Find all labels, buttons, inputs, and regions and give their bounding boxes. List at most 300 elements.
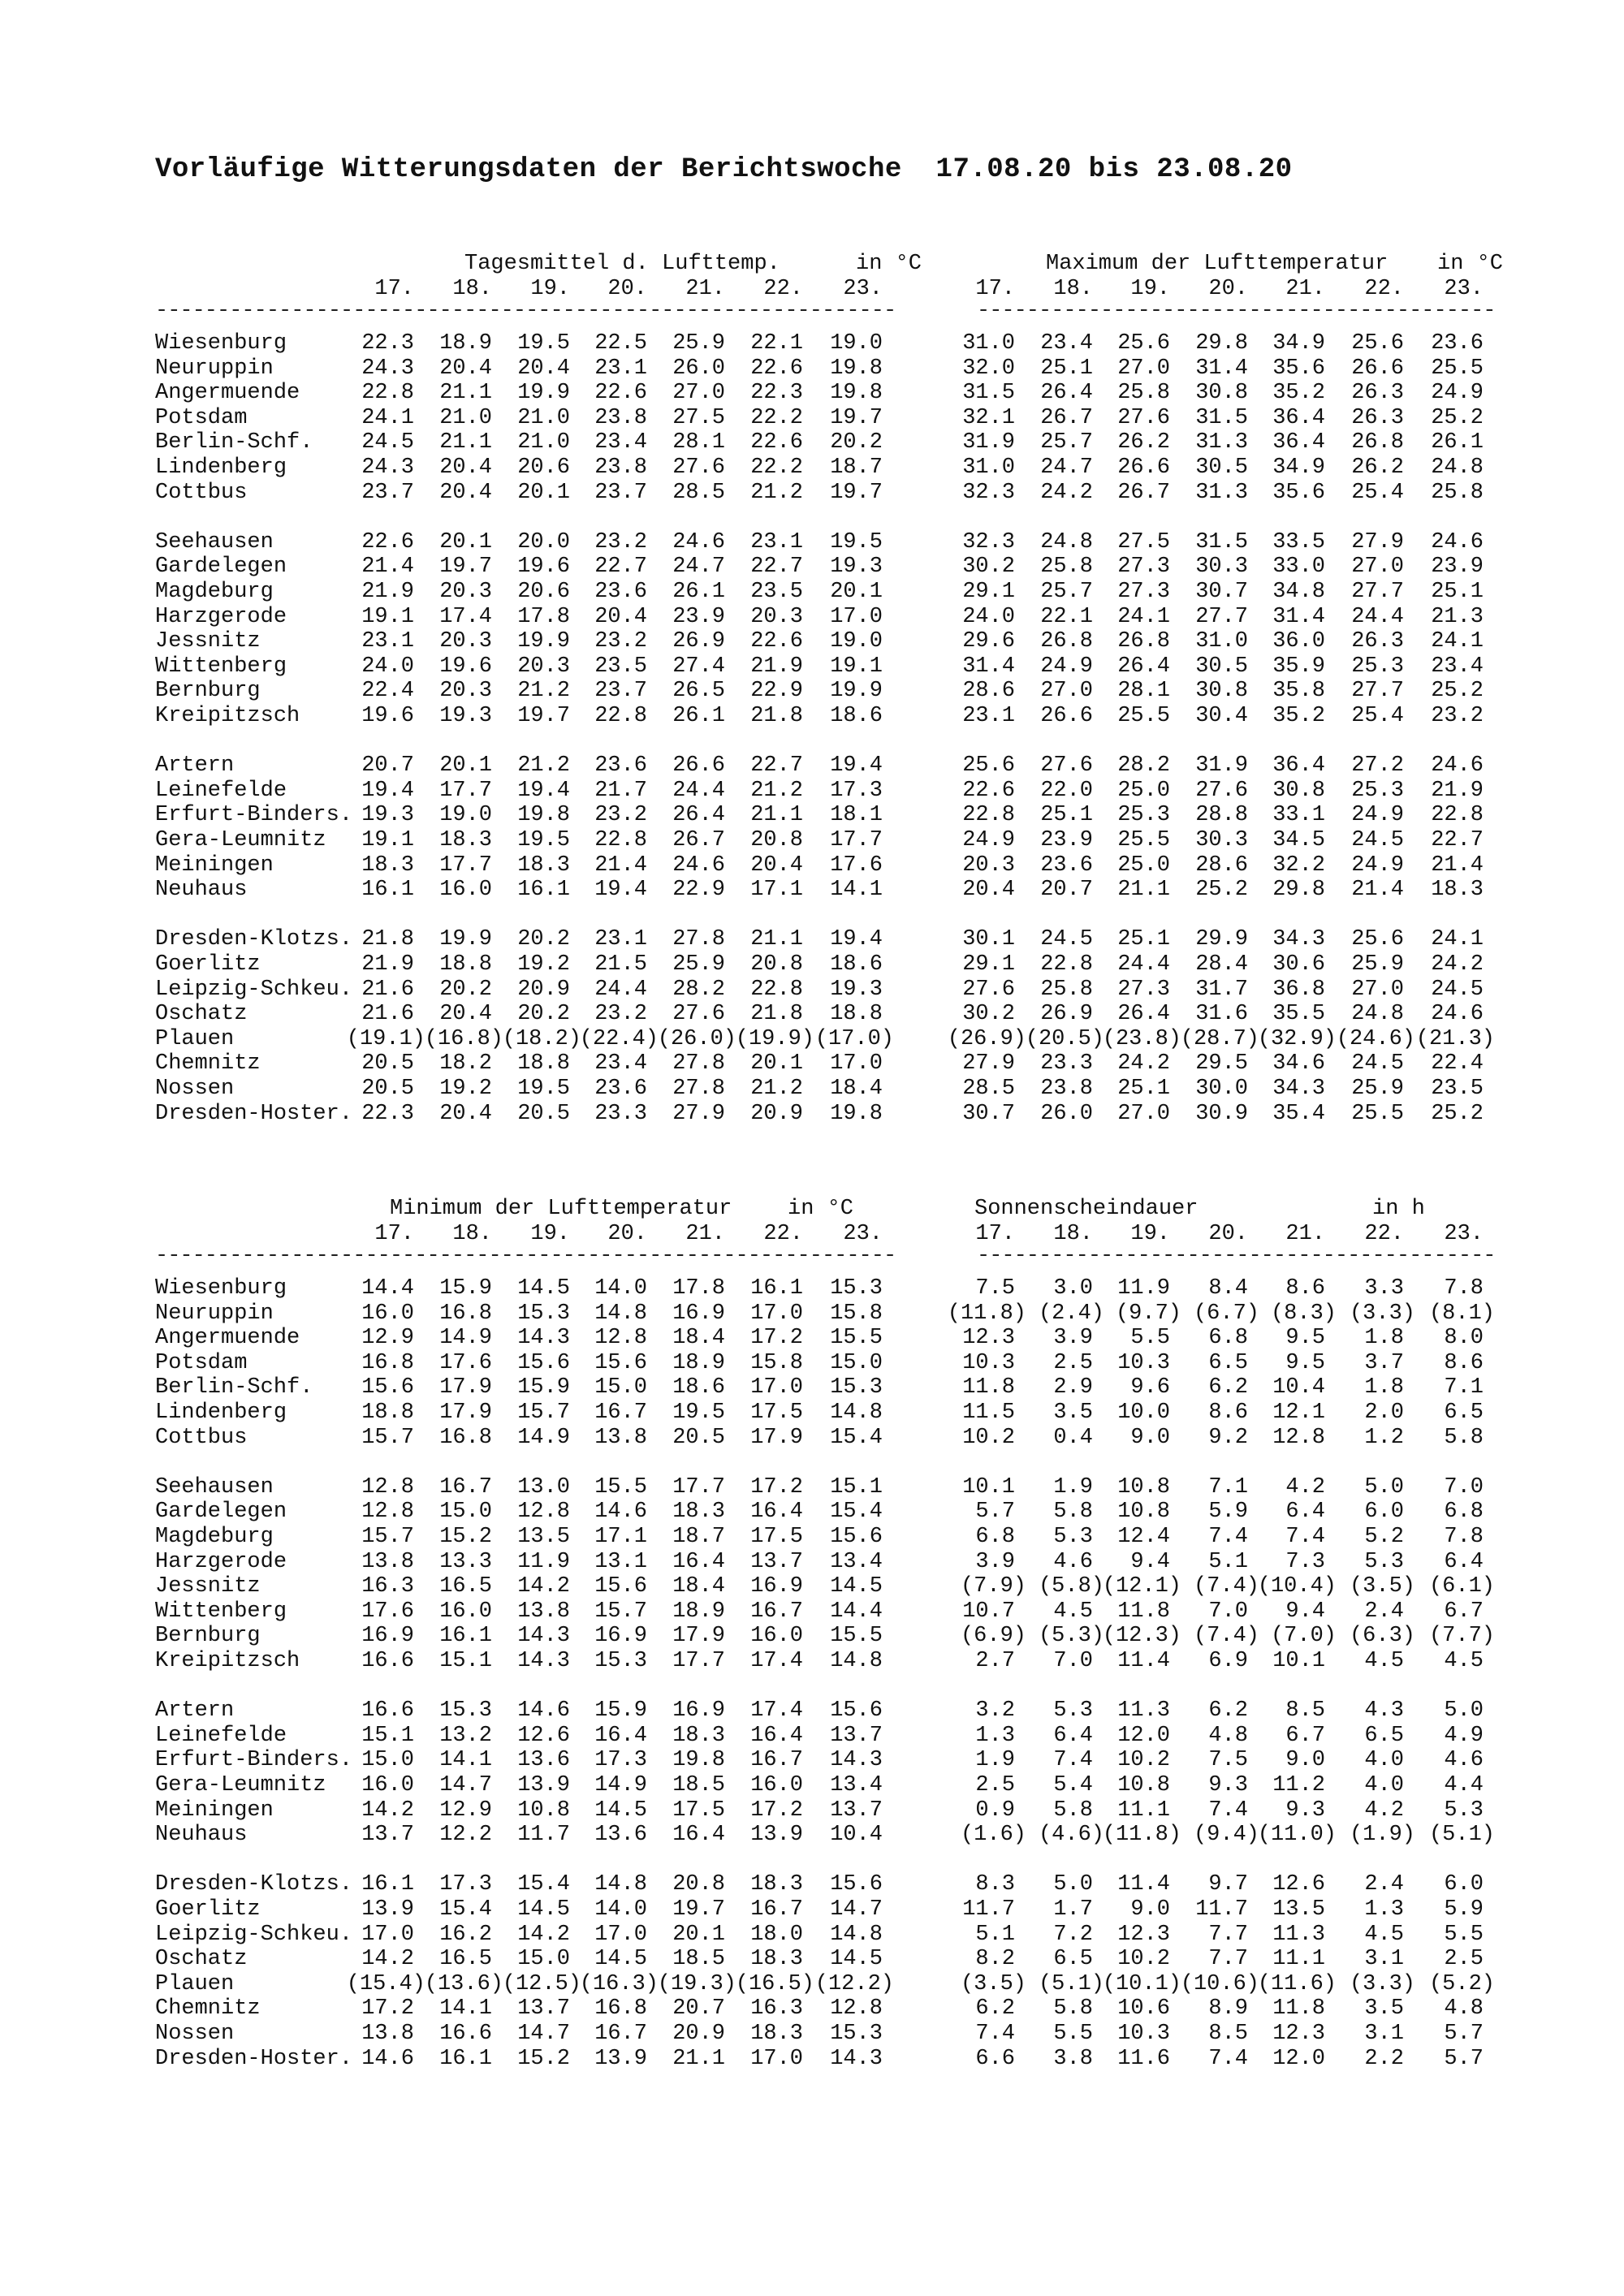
value-minimum: 14.2 xyxy=(361,1798,414,1823)
value-maximum: 21.9 xyxy=(1431,778,1484,803)
value-maximum: (32.9) xyxy=(1257,1026,1337,1051)
value-minimum: 15.0 xyxy=(594,1375,647,1400)
value-sonnenschein: 9.3 xyxy=(1285,1798,1325,1823)
value-minimum: 14.3 xyxy=(517,1649,570,1673)
value-sonnenschein: (8.3) xyxy=(1270,1301,1337,1326)
value-sonnenschein: 5.1 xyxy=(975,1922,1015,1947)
value-maximum: 25.8 xyxy=(1431,480,1484,505)
value-tagesmittel: 20.1 xyxy=(439,753,492,779)
value-minimum: 14.7 xyxy=(517,2022,570,2046)
value-tagesmittel: 19.4 xyxy=(361,778,414,803)
value-sonnenschein: 6.5 xyxy=(1053,1947,1093,1972)
value-maximum: 35.9 xyxy=(1272,654,1325,679)
value-maximum: 24.2 xyxy=(1431,952,1484,977)
value-maximum: 27.3 xyxy=(1117,580,1170,604)
value-minimum: 15.4 xyxy=(439,1897,492,1922)
value-sonnenschein: 10.3 xyxy=(1117,1350,1170,1375)
value-minimum: 17.0 xyxy=(594,1922,647,1947)
value-sonnenschein: 4.5 xyxy=(1444,1649,1484,1673)
value-sonnenschein: 1.8 xyxy=(1364,1375,1404,1400)
value-tagesmittel: 20.3 xyxy=(439,679,492,704)
value-tagesmittel: 19.6 xyxy=(361,704,414,728)
value-sonnenschein: 5.2 xyxy=(1364,1525,1404,1549)
value-minimum: 18.4 xyxy=(672,1574,725,1599)
value-sonnenschein: 9.4 xyxy=(1285,1599,1325,1624)
value-tagesmittel: 20.3 xyxy=(439,629,492,654)
value-tagesmittel: 21.1 xyxy=(750,803,803,828)
value-tagesmittel: 21.2 xyxy=(517,679,570,704)
value-maximum: 25.7 xyxy=(1040,430,1093,455)
value-sonnenschein: 7.5 xyxy=(975,1276,1015,1301)
value-tagesmittel: 23.6 xyxy=(594,1077,647,1101)
value-tagesmittel: 16.1 xyxy=(517,878,570,903)
day-header-left: 18. xyxy=(452,277,492,301)
value-sonnenschein: 5.3 xyxy=(1444,1798,1484,1823)
value-maximum: 30.8 xyxy=(1195,679,1248,704)
divider-left: ------------------------------------------------------------ xyxy=(155,299,896,323)
value-maximum: 26.0 xyxy=(1040,1101,1093,1126)
value-tagesmittel: 21.8 xyxy=(361,927,414,952)
value-minimum: 16.5 xyxy=(439,1574,492,1599)
value-minimum: 18.3 xyxy=(750,1947,803,1972)
value-minimum: 13.6 xyxy=(594,1823,647,1848)
value-maximum: 24.5 xyxy=(1040,927,1093,952)
value-maximum: 30.0 xyxy=(1195,1077,1248,1101)
value-sonnenschein: (5.1) xyxy=(1428,1823,1495,1848)
value-tagesmittel: 22.8 xyxy=(594,704,647,728)
value-sonnenschein: 4.2 xyxy=(1285,1474,1325,1500)
value-maximum: 31.3 xyxy=(1195,430,1248,455)
station-name: Erfurt-Binders. xyxy=(155,1748,353,1773)
value-tagesmittel: 20.1 xyxy=(439,529,492,555)
value-minimum: 14.4 xyxy=(361,1276,414,1301)
value-maximum: 30.8 xyxy=(1195,381,1248,406)
value-minimum: 15.0 xyxy=(361,1748,414,1773)
value-maximum: 24.1 xyxy=(1431,629,1484,654)
value-sonnenschein: 11.4 xyxy=(1117,1872,1170,1897)
value-sonnenschein: 5.7 xyxy=(975,1500,1015,1525)
value-minimum: 16.9 xyxy=(594,1624,647,1649)
value-tagesmittel: 19.2 xyxy=(439,1077,492,1101)
value-sonnenschein: 4.2 xyxy=(1364,1798,1404,1823)
value-sonnenschein: 10.2 xyxy=(1117,1947,1170,1972)
value-minimum: 15.5 xyxy=(594,1474,647,1500)
value-tagesmittel: 23.2 xyxy=(594,529,647,555)
value-sonnenschein: (5.2) xyxy=(1428,1971,1495,1996)
value-sonnenschein: (11.0) xyxy=(1257,1823,1337,1848)
value-sonnenschein: 10.1 xyxy=(1272,1649,1325,1673)
value-minimum: 16.0 xyxy=(361,1301,414,1326)
value-tagesmittel: 21.9 xyxy=(361,952,414,977)
value-tagesmittel: 19.1 xyxy=(830,654,883,679)
value-sonnenschein: 11.7 xyxy=(1195,1897,1248,1922)
value-minimum: 16.7 xyxy=(750,1897,803,1922)
value-minimum: 15.6 xyxy=(830,1872,883,1897)
value-tagesmittel: 21.2 xyxy=(517,753,570,779)
value-minimum: 16.4 xyxy=(594,1723,647,1748)
value-tagesmittel: (19.1) xyxy=(346,1026,425,1051)
value-minimum: 16.6 xyxy=(439,2022,492,2046)
value-maximum: 26.4 xyxy=(1117,1002,1170,1027)
value-minimum: 21.1 xyxy=(672,2046,725,2071)
value-tagesmittel: 20.2 xyxy=(517,927,570,952)
value-minimum: 15.0 xyxy=(830,1350,883,1375)
station-name: Angermuende xyxy=(155,381,300,406)
value-maximum: 34.9 xyxy=(1272,331,1325,356)
value-maximum: 32.2 xyxy=(1272,852,1325,878)
value-maximum: 34.6 xyxy=(1272,1051,1325,1077)
value-maximum: 23.6 xyxy=(1040,852,1093,878)
value-tagesmittel: 21.4 xyxy=(361,555,414,580)
value-minimum: 16.2 xyxy=(439,1922,492,1947)
value-maximum: 25.3 xyxy=(1351,654,1404,679)
day-header-left: 20. xyxy=(607,277,647,301)
value-tagesmittel: 27.6 xyxy=(672,455,725,480)
day-header-left: 19. xyxy=(530,1222,570,1246)
value-sonnenschein: 6.8 xyxy=(1444,1500,1484,1525)
value-maximum: 26.6 xyxy=(1117,455,1170,480)
value-tagesmittel: 27.9 xyxy=(672,1101,725,1126)
value-sonnenschein: 12.6 xyxy=(1272,1872,1325,1897)
value-tagesmittel: 19.3 xyxy=(439,704,492,728)
value-minimum: 14.3 xyxy=(517,1326,570,1351)
value-sonnenschein: 7.4 xyxy=(1053,1748,1093,1773)
value-maximum: 25.1 xyxy=(1040,356,1093,381)
station-name: Harzgerode xyxy=(155,604,287,629)
value-tagesmittel: 20.3 xyxy=(439,580,492,604)
value-sonnenschein: 5.9 xyxy=(1208,1500,1248,1525)
value-tagesmittel: 24.5 xyxy=(361,430,414,455)
value-minimum: 14.8 xyxy=(830,1649,883,1673)
right-table-title: Sonnenscheindauer xyxy=(974,1197,1199,1221)
value-tagesmittel: 23.2 xyxy=(594,1002,647,1027)
station-name: Angermuende xyxy=(155,1326,300,1351)
value-sonnenschein: 3.1 xyxy=(1364,1947,1404,1972)
value-maximum: 33.1 xyxy=(1272,803,1325,828)
value-maximum: 27.0 xyxy=(1117,1101,1170,1126)
value-maximum: 30.5 xyxy=(1195,455,1248,480)
value-sonnenschein: 6.4 xyxy=(1285,1500,1325,1525)
value-minimum: (15.4) xyxy=(346,1971,425,1996)
value-tagesmittel: 22.2 xyxy=(750,455,803,480)
value-tagesmittel: 21.1 xyxy=(439,430,492,455)
value-tagesmittel: 19.4 xyxy=(830,753,883,779)
value-maximum: 28.6 xyxy=(962,679,1015,704)
value-tagesmittel: 23.1 xyxy=(361,629,414,654)
station-name: Nossen xyxy=(155,1077,235,1101)
value-tagesmittel: 19.3 xyxy=(830,555,883,580)
value-maximum: 23.5 xyxy=(1431,1077,1484,1101)
value-tagesmittel: 20.1 xyxy=(517,480,570,505)
value-tagesmittel: 22.4 xyxy=(361,679,414,704)
value-maximum: 24.4 xyxy=(1351,604,1404,629)
value-tagesmittel: 23.9 xyxy=(672,604,725,629)
value-minimum: 17.2 xyxy=(361,1996,414,2022)
value-minimum: 16.9 xyxy=(750,1574,803,1599)
value-tagesmittel: 17.8 xyxy=(517,604,570,629)
value-maximum: 26.1 xyxy=(1431,430,1484,455)
value-sonnenschein: 4.0 xyxy=(1364,1773,1404,1798)
value-tagesmittel: 19.7 xyxy=(517,704,570,728)
value-minimum: 19.7 xyxy=(672,1897,725,1922)
value-tagesmittel: 24.6 xyxy=(672,852,725,878)
value-maximum: 26.3 xyxy=(1351,381,1404,406)
value-tagesmittel: 19.7 xyxy=(830,405,883,430)
day-header-right: 21. xyxy=(1285,1222,1325,1246)
value-minimum: 13.7 xyxy=(830,1723,883,1748)
value-minimum: 15.3 xyxy=(594,1649,647,1673)
value-tagesmittel: 18.6 xyxy=(830,952,883,977)
value-sonnenschein: 10.8 xyxy=(1117,1773,1170,1798)
value-sonnenschein: (9.4) xyxy=(1193,1823,1259,1848)
value-minimum: 13.8 xyxy=(517,1599,570,1624)
value-tagesmittel: 24.3 xyxy=(361,356,414,381)
value-tagesmittel: 21.5 xyxy=(594,952,647,977)
value-tagesmittel: 22.8 xyxy=(594,828,647,852)
value-tagesmittel: 17.6 xyxy=(830,852,883,878)
value-minimum: 10.4 xyxy=(830,1823,883,1848)
value-tagesmittel: 17.4 xyxy=(439,604,492,629)
value-sonnenschein: 9.7 xyxy=(1208,1872,1248,1897)
value-minimum: (16.3) xyxy=(579,1971,659,1996)
value-sonnenschein: 13.5 xyxy=(1272,1897,1325,1922)
value-maximum: 34.3 xyxy=(1272,1077,1325,1101)
value-sonnenschein: 5.8 xyxy=(1444,1425,1484,1450)
value-maximum: 24.9 xyxy=(1351,852,1404,878)
value-tagesmittel: 19.4 xyxy=(594,878,647,903)
value-maximum: 20.4 xyxy=(962,878,1015,903)
value-tagesmittel: 24.3 xyxy=(361,455,414,480)
value-sonnenschein: 6.7 xyxy=(1444,1599,1484,1624)
value-tagesmittel: 17.0 xyxy=(830,1051,883,1077)
value-sonnenschein: 9.6 xyxy=(1130,1375,1170,1400)
value-tagesmittel: 23.1 xyxy=(750,529,803,555)
value-minimum: 16.1 xyxy=(439,2046,492,2071)
value-maximum: 34.5 xyxy=(1272,828,1325,852)
value-sonnenschein: (8.1) xyxy=(1428,1301,1495,1326)
value-minimum: 12.2 xyxy=(439,1823,492,1848)
value-minimum: 15.9 xyxy=(517,1375,570,1400)
value-maximum: 26.7 xyxy=(1117,480,1170,505)
value-minimum: 15.6 xyxy=(517,1350,570,1375)
value-minimum: 14.6 xyxy=(517,1698,570,1724)
value-maximum: 24.5 xyxy=(1351,1051,1404,1077)
value-maximum: 31.5 xyxy=(962,381,1015,406)
value-maximum: 25.7 xyxy=(1040,580,1093,604)
value-tagesmittel: 26.7 xyxy=(672,828,725,852)
station-name: Cottbus xyxy=(155,480,248,505)
value-minimum: 17.0 xyxy=(750,1375,803,1400)
value-tagesmittel: 26.0 xyxy=(672,356,725,381)
value-sonnenschein: 7.7 xyxy=(1208,1947,1248,1972)
value-sonnenschein: 3.7 xyxy=(1364,1350,1404,1375)
value-sonnenschein: 4.6 xyxy=(1444,1748,1484,1773)
station-name: Lindenberg xyxy=(155,1400,287,1425)
value-sonnenschein: 3.5 xyxy=(1364,1996,1404,2022)
value-sonnenschein: 5.5 xyxy=(1130,1326,1170,1351)
value-maximum: 35.8 xyxy=(1272,679,1325,704)
value-sonnenschein: 2.5 xyxy=(1053,1350,1093,1375)
value-minimum: 17.4 xyxy=(750,1649,803,1673)
day-header-right: 18. xyxy=(1053,1222,1093,1246)
value-sonnenschein: 7.4 xyxy=(1285,1525,1325,1549)
value-minimum: 18.7 xyxy=(672,1525,725,1549)
value-maximum: 23.9 xyxy=(1431,555,1484,580)
value-minimum: 18.9 xyxy=(672,1350,725,1375)
value-minimum: 18.6 xyxy=(672,1375,725,1400)
value-tagesmittel: 23.2 xyxy=(594,803,647,828)
station-name: Jessnitz xyxy=(155,629,261,654)
value-minimum: 14.1 xyxy=(439,1748,492,1773)
value-sonnenschein: 9.0 xyxy=(1285,1748,1325,1773)
value-maximum: 29.6 xyxy=(962,629,1015,654)
value-tagesmittel: 18.8 xyxy=(830,1002,883,1027)
value-sonnenschein: 6.0 xyxy=(1364,1500,1404,1525)
value-maximum: 23.8 xyxy=(1040,1077,1093,1101)
value-minimum: 19.8 xyxy=(672,1748,725,1773)
value-maximum: 27.3 xyxy=(1117,555,1170,580)
value-tagesmittel: 21.2 xyxy=(750,1077,803,1101)
value-sonnenschein: 8.5 xyxy=(1208,2022,1248,2046)
value-tagesmittel: 27.5 xyxy=(672,405,725,430)
value-sonnenschein: 12.3 xyxy=(1272,2022,1325,2046)
station-name: Leipzig-Schkeu. xyxy=(155,977,353,1002)
value-maximum: 20.3 xyxy=(962,852,1015,878)
value-tagesmittel: 21.0 xyxy=(517,430,570,455)
station-name: Leinefelde xyxy=(155,1723,287,1748)
station-name: Wittenberg xyxy=(155,1599,287,1624)
value-sonnenschein: 4.3 xyxy=(1364,1698,1404,1724)
value-minimum: 13.9 xyxy=(361,1897,414,1922)
value-sonnenschein: 1.2 xyxy=(1364,1425,1404,1450)
station-name: Neuruppin xyxy=(155,1301,274,1326)
day-header-left: 17. xyxy=(374,277,414,301)
value-tagesmittel: 19.5 xyxy=(517,828,570,852)
value-sonnenschein: 8.6 xyxy=(1444,1350,1484,1375)
value-minimum: 16.0 xyxy=(750,1624,803,1649)
value-tagesmittel: 18.9 xyxy=(439,331,492,356)
day-header-left: 19. xyxy=(530,277,570,301)
value-sonnenschein: 9.0 xyxy=(1130,1897,1170,1922)
value-minimum: 14.7 xyxy=(439,1773,492,1798)
station-name: Gardelegen xyxy=(155,1500,287,1525)
value-sonnenschein: (12.1) xyxy=(1102,1574,1181,1599)
value-tagesmittel: 22.6 xyxy=(750,356,803,381)
value-minimum: 13.7 xyxy=(517,1996,570,2022)
station-name: Wittenberg xyxy=(155,654,287,679)
value-maximum: 30.7 xyxy=(962,1101,1015,1126)
station-name: Meiningen xyxy=(155,1798,274,1823)
value-maximum: 25.2 xyxy=(1195,878,1248,903)
value-tagesmittel: 20.6 xyxy=(517,455,570,480)
right-table-unit: in °C xyxy=(1437,252,1504,276)
value-minimum: 12.8 xyxy=(594,1326,647,1351)
value-maximum: 25.6 xyxy=(1351,927,1404,952)
value-minimum: 13.8 xyxy=(594,1425,647,1450)
value-sonnenschein: 6.7 xyxy=(1285,1723,1325,1748)
value-maximum: 27.0 xyxy=(1351,977,1404,1002)
value-maximum: 20.7 xyxy=(1040,878,1093,903)
station-name: Magdeburg xyxy=(155,1525,274,1549)
value-sonnenschein: 10.8 xyxy=(1117,1474,1170,1500)
value-sonnenschein: 5.8 xyxy=(1053,1500,1093,1525)
value-sonnenschein: 11.1 xyxy=(1272,1947,1325,1972)
value-sonnenschein: (4.6) xyxy=(1038,1823,1104,1848)
value-maximum: 30.5 xyxy=(1195,654,1248,679)
value-sonnenschein: 11.7 xyxy=(962,1897,1015,1922)
value-minimum: 20.8 xyxy=(672,1872,725,1897)
value-minimum: 15.8 xyxy=(830,1301,883,1326)
value-sonnenschein: 5.5 xyxy=(1444,1922,1484,1947)
value-tagesmittel: 19.4 xyxy=(517,778,570,803)
value-sonnenschein: 10.1 xyxy=(962,1474,1015,1500)
value-minimum: 16.1 xyxy=(361,1872,414,1897)
value-sonnenschein: (2.4) xyxy=(1038,1301,1104,1326)
value-tagesmittel: 21.1 xyxy=(439,381,492,406)
value-maximum: 30.3 xyxy=(1195,828,1248,852)
value-minimum: 12.8 xyxy=(517,1500,570,1525)
value-tagesmittel: (16.8) xyxy=(424,1026,503,1051)
value-maximum: 31.9 xyxy=(962,430,1015,455)
value-sonnenschein: (10.4) xyxy=(1257,1574,1337,1599)
value-maximum: 27.7 xyxy=(1351,580,1404,604)
value-minimum: 16.4 xyxy=(750,1723,803,1748)
value-maximum: (28.7) xyxy=(1180,1026,1259,1051)
value-maximum: 24.6 xyxy=(1431,529,1484,555)
value-minimum: 17.2 xyxy=(750,1798,803,1823)
value-minimum: 16.7 xyxy=(439,1474,492,1500)
value-minimum: 16.8 xyxy=(439,1301,492,1326)
value-sonnenschein: 6.4 xyxy=(1053,1723,1093,1748)
value-tagesmittel: 21.0 xyxy=(439,405,492,430)
value-tagesmittel: 18.8 xyxy=(517,1051,570,1077)
value-minimum: 16.0 xyxy=(361,1773,414,1798)
station-name: Gera-Leumnitz xyxy=(155,828,326,852)
value-sonnenschein: 4.5 xyxy=(1364,1922,1404,1947)
value-tagesmittel: 23.6 xyxy=(594,580,647,604)
value-sonnenschein: 9.5 xyxy=(1285,1326,1325,1351)
value-minimum: 16.8 xyxy=(361,1350,414,1375)
station-name: Nossen xyxy=(155,2022,235,2046)
value-sonnenschein: 5.4 xyxy=(1053,1773,1093,1798)
value-minimum: 17.3 xyxy=(439,1872,492,1897)
value-sonnenschein: (1.9) xyxy=(1349,1823,1415,1848)
value-minimum: 17.2 xyxy=(750,1474,803,1500)
value-minimum: 12.8 xyxy=(830,1996,883,2022)
value-sonnenschein: 6.5 xyxy=(1364,1723,1404,1748)
value-minimum: 20.1 xyxy=(672,1922,725,1947)
value-minimum: 16.1 xyxy=(750,1276,803,1301)
value-tagesmittel: 16.1 xyxy=(361,878,414,903)
value-maximum: 25.8 xyxy=(1040,977,1093,1002)
value-minimum: 15.3 xyxy=(439,1698,492,1724)
left-table-title: Tagesmittel d. Lufttemp. xyxy=(464,252,780,276)
value-tagesmittel: 19.8 xyxy=(517,803,570,828)
value-maximum: 22.7 xyxy=(1431,828,1484,852)
value-minimum: 18.9 xyxy=(672,1599,725,1624)
value-sonnenschein: 9.2 xyxy=(1208,1425,1248,1450)
station-name: Neuhaus xyxy=(155,878,248,903)
value-tagesmittel: 22.3 xyxy=(361,331,414,356)
value-minimum: 17.9 xyxy=(672,1624,725,1649)
value-maximum: 27.7 xyxy=(1195,604,1248,629)
value-sonnenschein: 5.5 xyxy=(1053,2022,1093,2046)
day-header-left: 21. xyxy=(685,1222,725,1246)
value-tagesmittel: 28.5 xyxy=(672,480,725,505)
value-tagesmittel: (19.9) xyxy=(735,1026,814,1051)
value-minimum: 16.4 xyxy=(672,1549,725,1574)
value-minimum: 16.8 xyxy=(439,1425,492,1450)
